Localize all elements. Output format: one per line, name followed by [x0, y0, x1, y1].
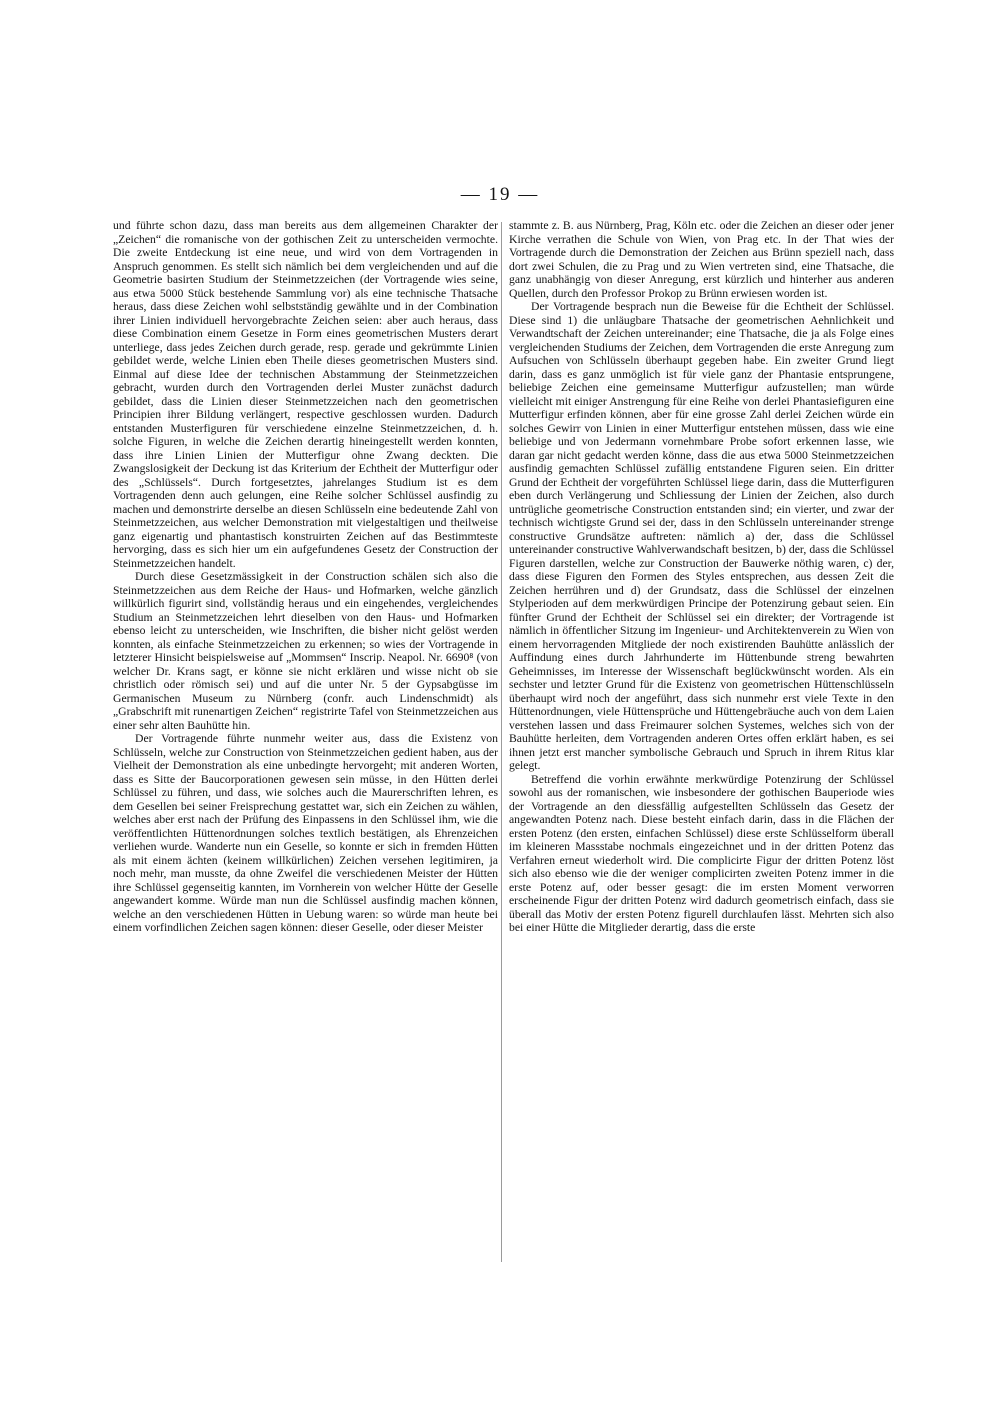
- left-paragraph-1: und führte schon dazu, dass man bereits aus dem allgemeinen Charakter der „Zeichen“ die romanische von der gothischen Zeit zu unterscheiden vermochte. Die zweite Entdeckung ist eine neue, und wird von dem Vortragenden in Anspruch genommen. Es stellt sich nämlich bei dem vergleichenden und auf die Geometrie basirten Studium der Steinmetzzeichen (der Vortragende wies seine, aus etwa 5000 Stück bestehende Sammlung vor) als eine technische Thatsache heraus, dass diese Zeichen wohl selbstständig gewählte und in der Combination ihrer Linien individuell hervorgebrachte Zeichen seien: aber auch heraus, dass diese Combination einem Gesetze in Form eines geometrischen Musters derart unterliege, dass jedes Zeichen durch gerade, resp. gerade und gekrümmte Linien gebildet werde, welche Linien eben Theile dieses geometrischen Musters sind. Einmal auf diese Idee der technischen Abstammung der Steinmetzzeichen gebracht, wurden durch den Vortragenden derlei Muster zunächst dadurch gebildet, dass die Linien dieser Steinmetzzeichen nach den geometrischen Principien ihrer Bildung verlängert, respective geschlossen wurden. Dadurch entstanden Musterfiguren für verschiedene einzelne Steinmetzzeichen, d. h. solche Figuren, in welche die Zeichen derartig hineingestellt werden konnten, dass ihre Linien Linien der Mutterfigur ohne Zwang deckten. Die Zwangslosigkeit der Deckung ist das Kriterium der Echtheit der Mutterfigur oder des „Schlüssels“. Durch fortgesetztes, jahrelanges Studium ist es dem Vortragenden denn auch gelungen, eine Reihe solcher Schlüssel ausfindig zu machen und demonstrirte derselbe an diesen Schlüsseln eine bedeutende Zahl von Steinmetzzeichen, aus welcher Demonstration mit vielgestaltigen und theilweise ganz eigenartig und phantastisch konstruirten Zeichen auf das Bestimmteste hervorging, dass es sich hier um ein aufgefundenes Gesetz der Construction der Steinmetzzeichen handelt.: [113, 219, 498, 570]
- right-paragraph-2: Der Vortragende besprach nun die Beweise für die Echtheit der Schlüssel. Diese sind 1) die unläugbare Thatsache der geometrischen Aehnlichkeit und Verwandtschaft der Zeichen untereinander; eine Thatsache, die ja als Folge eines vergleichenden Studiums der Zeichen, dem Vortragenden die erste Anregung zum Aufsuchen von Schlüsseln überhaupt gegeben habe. Ein zweiter Grund liegt darin, dass es ganz unmöglich ist für viele ganz der Phantasie entsprungene, beliebige Zeichen eine gemeinsame Mutterfigur aufzustellen; man würde vielleicht mit einiger Anstrengung für eine Reihe von derlei Phantasiefiguren eine Mutterfigur erfinden können, aber für eine grosse Zahl derlei Zeichen würde ein solches Gewirr von Linien in einer Mutterfigur entstehen müssen, dass wie eine beliebige und von Jedermann vornehmbare Probe sofort erkennen lasse, wie daran gar nicht gedacht werden könne, dass die aus etwa 5000 Steinmetzzeichen ausfindig gemachten Schlüssel zufällig entstandene Figuren seien. Ein dritter Grund der Echtheit der vorgeführten Schlüssel liege darin, dass die Mutterfiguren eben durch Verlängerung und Schliessung der Linien der Zeichen, also durch untrügliche geometrische Construction entstanden sind; ein vierter, und zwar der technisch wichtigste Grund sei der, dass in den Schlüsseln untereinander strenge constructive Grundsätze auftreten: nämlich a) der, dass die Schlüssel untereinander constructive Wahlverwandschaft besitzen, b) der, dass die Schlüssel Figuren darstellen, welche zur Construction der Bauwerke nöthig waren, c) der, dass diese Figuren den Formen des Styles entsprechen, aus dessen Zeit die Zeichen herrühren und d) der Grundsatz, dass die Schlüssel der einzelnen Stylperioden auf dem merkwürdigen Principe der Potenzirung gebaut seien. Ein fünfter Grund der Echtheit der Schlüssel sei ein direkter; der Vortragende ist nämlich in öffentlicher Sitzung im Ingenieur- und Architektenverein zu Wien von einem hervorragenden Mitgliede der noch existirenden Bauhütte anlässlich der Auffindung eines durch Jahrhunderte im Hüttenbunde streng bewahrten Geheimnisses, im Interesse der Wissenschaft beglückwünscht worden. Als ein sechster und letzter Grund für die Existenz von geometrischen Hüttenschlüsseln überhaupt wird noch der angeführt, dass sich nunmehr erst viele Texte in den Hüttenordnungen, viele Hüttensprüche und Hüttengebräuche auch von dem Laien verstehen lassen und dass Freimaurer solchen Systemes, welches sich von der Bauhütte herleiten, dem Vortragenden anderen Ortes offen erklärt haben, es sei ihnen jetzt erst mancher symbolische Gebrauch und Spruch in ihrem Ritus klar gelegt.: [509, 300, 894, 772]
- page-number: — 19 —: [460, 184, 540, 205]
- right-column: [509, 219, 894, 935]
- left-column: [113, 219, 498, 935]
- left-paragraph-2: Durch diese Gesetzmässigkeit in der Construction schälen sich also die Steinmetzzeichen aus dem Reiche der Haus- und Hofmarken, welche gänzlich willkürlich figurirt sind, vollständig heraus und ein eingehendes, vergleichendes Studium an Steinmetzzeichen lehrt dieselben von den Haus- und Hofmarken ebenso leicht zu unterscheiden, wie Inschriften, die bisher nicht gelöst werden konnten, als einfache Steinmetzzeichen zu erkennen; so wies der Vortragende in letzterer Hinsicht beispielsweise auf „Mommsen“ Inscrip. Neapol. Nr. 6690⁸ (von welcher Dr. Krans sagt, er könne sie nicht erklären und wisse nicht ob sie christlich oder römisch sei) und auf die unter Nr. 5 der Gypsabgüsse im Germanischen Museum zu Nürnberg (confr. auch Lindenschmidt) als „Grabschrift mit runenartigen Zeichen“ registrirte Tafel von Steinmetzzeichen aus einer sehr alten Bauhütte hin.: [113, 570, 498, 732]
- right-paragraph-1: stammte z. B. aus Nürnberg, Prag, Köln etc. oder die Zeichen an dieser oder jener Kirche verrathen die Schule von Wien, von Prag etc. In der That wies der Vortragende durch die Demonstration der Zeichen aus Brünn speziell nach, dass dort zwei Schulen, die zu Prag und zu Wien vertreten sind, eine Thatsache, die ganz unabhängig von dieser Anregung, erst kürzlich und hinterher aus anderen Quellen, durch den Professor Prokop zu Brünn erwiesen worden ist.: [509, 219, 894, 300]
- column-divider: [501, 222, 502, 1262]
- left-paragraph-3: Der Vortragende führte nunmehr weiter aus, dass die Existenz von Schlüsseln, welche zur Construction von Steinmetzzeichen gedient haben, aus der Vielheit der Demonstration als eine unbedingte hervorgeht; mit anderen Worten, dass es Sitte der Baucorporationen gewesen sein müsse, in den Hütten derlei Schlüssel zu führen, und dass, wie solches auch die Maurerschriften lehren, es dem Gesellen bei seiner Freisprechung gestattet war, sich ein Zeichen zu wählen, welches aber erst nach der Prüfung des Einpassens in den Schlüssel ihm, wie die veröffentlichten Hüttenordnungen solches textlich bestätigen, als Ehrenzeichen verliehen wurde. Wanderte nun ein Geselle, so konnte er sich in fremden Hütten als mit einem ächten (keinem willkürlichen) Zeichen versehen legitimiren, ja noch mehr, man musste, da ohne Zweifel die verschiedenen Meister der Hütten ihre Schlüssel gegenseitig kannten, im Vornherein von welcher Hütte der Geselle angewandert komme. Würde man nun die Schlüssel ausfindig machen können, welche an den verschiedenen Hütten in Uebung waren: so würde man heute bei einem vorfindlichen Zeichen sagen können: dieser Geselle, oder dieser Meister: [113, 732, 498, 934]
- right-paragraph-3: Betreffend die vorhin erwähnte merkwürdige Potenzirung der Schlüssel sowohl aus der romanischen, wie insbesondere der gothischen Bauperiode wies der Vortragende an den diessfällig aufgestellten Schlüsseln das Gesetz der angewandten Potenz nach. Diese besteht einfach darin, dass in die Flächen der ersten Potenz (den ersten, einfachen Schlüssel) diese erste Schlüsselform überall im kleineren Massstabe nochmals eingezeichnet und in der dritten Potenz das Verfahren erneut wiederholt wird. Die complicirte Figur der dritten Potenz löst sich also ebenso wie die der weniger complicirten zweiten Potenz immer in die erste Potenz auf, oder besser gesagt: die im ersten Moment verworren erscheinende Figur der dritten Potenz wird dadurch geometrisch einfach, dass sie überall das Motiv der ersten Potenz figurell durchlaufen lässt. Mehrten sich also bei einer Hütte die Mitglieder derartig, dass die erste: [509, 772, 894, 934]
